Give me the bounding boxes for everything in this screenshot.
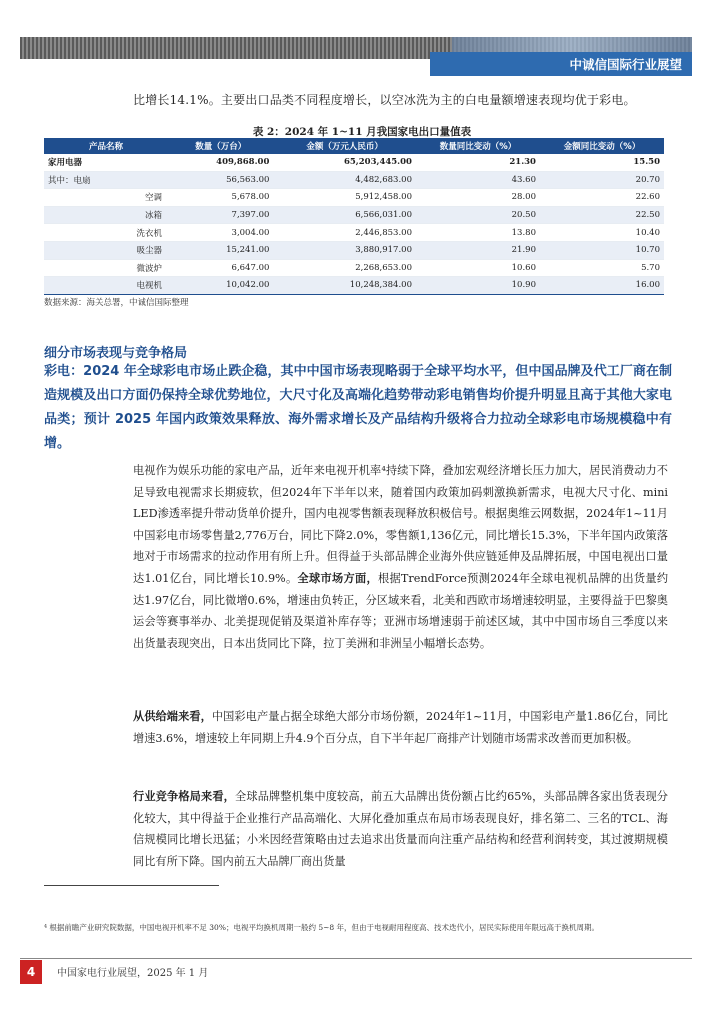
cell-qty: 10,042.00	[168, 277, 273, 295]
cell-name: 空调	[44, 189, 168, 207]
export-data-table	[44, 138, 664, 295]
cell-amt-yoy: 10.40	[540, 224, 664, 242]
col-header-qty: 数量（万台）	[168, 138, 273, 154]
section-lead-summary: 彩电：2024 年全球彩电市场止跌企稳，其中中国市场表现略弱于全球平均水平，但中国品牌及代工厂商在制造规模及出口方面仍保持全球优势地位，大尺寸化及高端化趋势带动彩电销售均价提升明显且高于其他大家电品类；预计 2025 年国内政策效果释放、海外需求增长及产品结构升级将合力拉动全球彩电市场规模稳中有增。	[44, 364, 672, 451]
table-row	[44, 241, 664, 259]
cell-qty: 409,868.00	[168, 154, 273, 171]
paragraph-bold-lead: 从供给端来看，	[133, 709, 212, 723]
paragraph-bold-lead: 行业竞争格局来看，	[133, 789, 236, 803]
body-paragraph-1	[133, 460, 668, 654]
paragraph-text: 根据TrendForce预测2024年全球电视机品牌的出货量约达1.97亿台，同比微增0.6%，增速由负转正，分区域来看，北美和西欧市场增速较明显，主要得益于巴黎奥运会等赛事举办、北美提现促销及渠道补库存等；亚洲市场增速弱于前述区域，其中中国市场自三季度以来出货量表现突出，日本出货同比下降，拉丁美洲和非洲呈小幅增长态势。	[133, 571, 669, 650]
cell-amount: 6,566,031.00	[273, 206, 416, 224]
cell-qty-yoy: 21.90	[416, 241, 540, 259]
table-row	[44, 224, 664, 242]
cell-qty: 7,397.00	[168, 206, 273, 224]
paragraph-text: 电视作为娱乐功能的家电产品，近年来电视开机率⁴持续下降，叠加宏观经济增长压力加大，居民消费动力不足导致电视需求长期疲软，但2024年下半年以来，随着国内政策加码刺激换新需求，电视大尺寸化、mini LED渗透率提升带动货单价提升，国内电视零售额表现释放积极信号。根据奥维云网数据，2024年1~11月中国彩电市场零售量2,776万台，同比下降2.0%，零售额1,136亿元，同比增长15.3%，下半年国内政策落地对于市场需求的拉动作用有所上升。但得益于头部品牌企业海外供应链延伸及品牌拓展，中国电视出口量达1.01亿台，同比增长10.9%。	[133, 464, 668, 585]
cell-amt-yoy: 22.50	[540, 206, 664, 224]
cell-amount: 2,446,853.00	[273, 224, 416, 242]
cell-amount: 2,268,653.00	[273, 259, 416, 277]
footnote-divider	[44, 885, 219, 886]
cell-amt-yoy: 20.70	[540, 171, 664, 189]
cell-amount: 10,248,384.00	[273, 277, 416, 295]
footer-divider	[20, 958, 692, 959]
cell-qty-yoy: 20.50	[416, 206, 540, 224]
col-header-name: 产品名称	[44, 138, 168, 154]
cell-amount: 65,203,445.00	[273, 154, 416, 171]
cell-name: 其中：电扇	[44, 171, 168, 189]
table-header-row	[44, 138, 664, 154]
paragraph-text: 中国彩电产量占据全球绝大部分市场份额，2024年1~11月，中国彩电产量1.86亿台，同比增速3.6%，增速较上年同期上升4.9个百分点，自下半年起厂商排产计划随市场需求改善而更加积极。	[133, 710, 668, 745]
table-row	[44, 189, 664, 207]
cell-amt-yoy: 15.50	[540, 154, 664, 171]
cell-qty: 3,004.00	[168, 224, 273, 242]
col-header-amt-yoy: 金额同比变动（%）	[540, 138, 664, 154]
cell-qty: 5,678.00	[168, 189, 273, 207]
cell-qty-yoy: 10.90	[416, 277, 540, 295]
cell-qty-yoy: 43.60	[416, 171, 540, 189]
table-title: 表 2：2024 年 1~11 月我国家电出口量值表	[252, 126, 472, 138]
table-row	[44, 171, 664, 189]
header-brand-bar	[430, 52, 692, 76]
cell-amount: 4,482,683.00	[273, 171, 416, 189]
cell-amount: 3,880,917.00	[273, 241, 416, 259]
cell-qty: 15,241.00	[168, 241, 273, 259]
col-header-amount: 金额（万元人民币）	[273, 138, 416, 154]
table-row	[44, 277, 664, 295]
cell-qty-yoy: 28.00	[416, 189, 540, 207]
table-row	[44, 154, 664, 171]
cell-amt-yoy: 5.70	[540, 259, 664, 277]
cell-name: 电视机	[44, 277, 168, 295]
cell-amt-yoy: 22.60	[540, 189, 664, 207]
cell-amt-yoy: 16.00	[540, 277, 664, 295]
body-paragraph-3	[133, 786, 668, 872]
cell-amount: 5,912,458.00	[273, 189, 416, 207]
section-title: 细分市场表现与竞争格局	[44, 346, 188, 361]
footer-title: 中国家电行业展望，2025 年 1 月	[57, 968, 209, 979]
page-number-badge: 4	[20, 960, 42, 984]
cell-qty-yoy: 13.80	[416, 224, 540, 242]
cell-name: 吸尘器	[44, 241, 168, 259]
header-brand-title: 中诚信国际行业展望	[569, 57, 682, 72]
cell-qty-yoy: 21.30	[416, 154, 540, 171]
cell-qty: 6,647.00	[168, 259, 273, 277]
table-row	[44, 259, 664, 277]
cell-name: 冰箱	[44, 206, 168, 224]
paragraph-bold-lead: 全球市场方面，	[297, 570, 378, 585]
paragraph-text: 全球品牌整机集中度较高，前五大品牌出货份额占比约65%，头部品牌各家出货表现分化较大，其中得益于企业推行产品高端化、大屏化叠加重点布局市场表现良好，排名第二、三名的TCL、海信规模同比增长迅猛；小米因经营策略由过去追求出货量而向注重产品结构和经营利润转变，其过渡期规模同比有所下降。国内前五大品牌厂商出货量	[133, 790, 668, 868]
cell-amt-yoy: 10.70	[540, 241, 664, 259]
table-source-note: 数据来源：海关总署，中诚信国际整理	[44, 298, 189, 308]
continued-text-line: 比增长14.1%。主要出口品类不同程度增长，以空冰洗为主的白电量额增速表现均优于彩电。	[133, 93, 636, 107]
body-paragraph-2	[133, 706, 668, 749]
cell-qty-yoy: 10.60	[416, 259, 540, 277]
cell-name: 微波炉	[44, 259, 168, 277]
cell-name: 洗衣机	[44, 224, 168, 242]
cell-name: 家用电器	[44, 154, 168, 171]
cell-qty: 56,563.00	[168, 171, 273, 189]
footnote: ⁴ 根据前瞻产业研究院数据，中国电视开机率不足 30%；电视平均换机周期一般约 5~8 年，但由于电视耐用程度高、技术迭代小，居民实际使用年限远高于换机周期。	[44, 923, 600, 932]
table-row	[44, 206, 664, 224]
col-header-qty-yoy: 数量同比变动（%）	[416, 138, 540, 154]
